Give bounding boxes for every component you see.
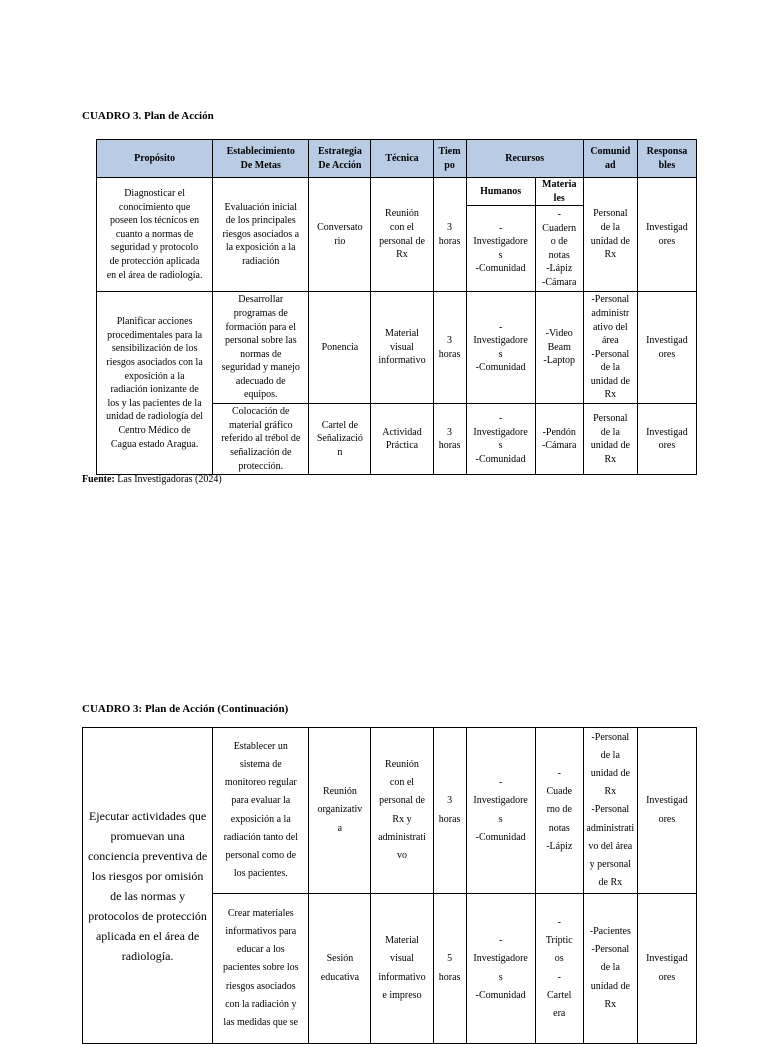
row3-responsables: Investigad ores	[637, 404, 696, 475]
row1-metas: Evaluación inicial de los principales riesgos asociados a la exposición a la radiación	[213, 178, 309, 292]
row2-responsables: Investigad ores	[637, 292, 696, 404]
row1-comunidad: Personal de la unidad de Rx	[583, 178, 637, 292]
row2-proposito: Planificar acciones procedimentales para la sensibilización de los riesgos asociados con la exposición a la radiación ionizante de los y las pacientes de la unidad de radiología del Centro Médico de Cagua estado Aragua.	[97, 292, 213, 475]
cont-row2-comunidad: -Pacientes -Personal de la unidad de Rx	[583, 894, 637, 1044]
row2-metas: Desarrollar programas de formación para el personal sobre las normas de seguridad y manejo adecuado de equipos.	[213, 292, 309, 404]
row3-metas: Colocación de material gráfico referido al trébol de señalización de protección.	[213, 404, 309, 475]
cont-proposito: Ejecutar actividades que promuevan una conciencia preventiva de los riesgos por omisión de las normas y protocolos de protección aplicada en el área de radiología.	[83, 728, 213, 1044]
row1-responsables: Investigad ores	[637, 178, 696, 292]
table-1-title: CUADRO 3. Plan de Acción	[82, 110, 214, 122]
cont-row2-responsables: Investigad ores	[637, 894, 696, 1044]
row1-tiempo: 3 horas	[433, 178, 466, 292]
table-2-title: CUADRO 3: Plan de Acción (Continuación)	[82, 703, 289, 715]
row3-estrategia: Cartel de Señalizació n	[309, 404, 371, 475]
row2-comunidad: -Personal administr ativo del área -Personal de la unidad de Rx	[583, 292, 637, 404]
row2-estrategia: Ponencia	[309, 292, 371, 404]
row2-materiales: -Video Beam -Laptop	[535, 292, 583, 404]
subheader-materiales: Materia les	[535, 178, 583, 206]
source-note	[82, 474, 222, 485]
cont-row1-estrategia: Reunión organizativ a	[309, 728, 371, 894]
action-plan-continuation-table	[82, 727, 697, 1044]
row3-tecnica: Actividad Práctica	[371, 404, 433, 475]
cont-row1-materiales: - Cuade rno de notas -Lápiz	[535, 728, 583, 894]
cont-row1-tiempo: 3 horas	[433, 728, 466, 894]
row1-tecnica: Reunión con el personal de Rx	[371, 178, 433, 292]
row1-materiales: - Cuadern o de notas -Lápiz -Cámara	[535, 206, 583, 292]
cont-row2-metas: Crear materiales informativos para educar a los pacientes sobre los riesgos asociados con la radiación y las medidas que se	[213, 894, 309, 1044]
header-tecnica: Técnica	[371, 140, 433, 178]
cont-row2-tecnica: Material visual informativo e impreso	[371, 894, 433, 1044]
cont-row1-metas: Establecer un sistema de monitoreo regular para evaluar la exposición a la radiación tanto del personal como de los pacientes.	[213, 728, 309, 894]
header-metas: Establecimiento De Metas	[213, 140, 309, 178]
row3-tiempo: 3 horas	[433, 404, 466, 475]
row2-tecnica: Material visual informativo	[371, 292, 433, 404]
row1-humanos: - Investigadore s -Comunidad	[466, 206, 535, 292]
source-label: Fuente:	[82, 474, 115, 485]
cont-row2-humanos: - Investigadore s -Comunidad	[466, 894, 535, 1044]
source-text: Las Investigadoras (2024)	[114, 474, 222, 485]
row1-proposito: Diagnosticar el conocimiento que poseen los técnicos en cuanto a normas de seguridad y protocolo de protección aplicada en el área de radiología.	[97, 178, 213, 292]
header-proposito: Propósito	[97, 140, 213, 178]
subheader-humanos: Humanos	[466, 178, 535, 206]
header-estrategia: Estrategia De Acción	[309, 140, 371, 178]
cont-row1-tecnica: Reunión con el personal de Rx y administrati vo	[371, 728, 433, 894]
action-plan-table	[96, 139, 697, 475]
header-recursos: Recursos	[466, 140, 583, 178]
row3-comunidad: Personal de la unidad de Rx	[583, 404, 637, 475]
row3-humanos: - Investigadore s -Comunidad	[466, 404, 535, 475]
cont-row2-materiales: - Tríptic os - Cartel era	[535, 894, 583, 1044]
cont-row1-responsables: Investigad ores	[637, 728, 696, 894]
row1-estrategia: Conversato rio	[309, 178, 371, 292]
cont-row2-estrategia: Sesión educativa	[309, 894, 371, 1044]
cont-row1-humanos: - Investigadore s -Comunidad	[466, 728, 535, 894]
row2-tiempo: 3 horas	[433, 292, 466, 404]
header-tiempo: Tiem po	[433, 140, 466, 178]
row2-humanos: - Investigadore s -Comunidad	[466, 292, 535, 404]
row3-materiales: -Pendón -Cámara	[535, 404, 583, 475]
cont-row2-tiempo: 5 horas	[433, 894, 466, 1044]
cont-row1-comunidad: -Personal de la unidad de Rx -Personal administrati vo del área y personal de Rx	[583, 728, 637, 894]
header-responsables: Responsa bles	[637, 140, 696, 178]
header-comunidad: Comunid ad	[583, 140, 637, 178]
